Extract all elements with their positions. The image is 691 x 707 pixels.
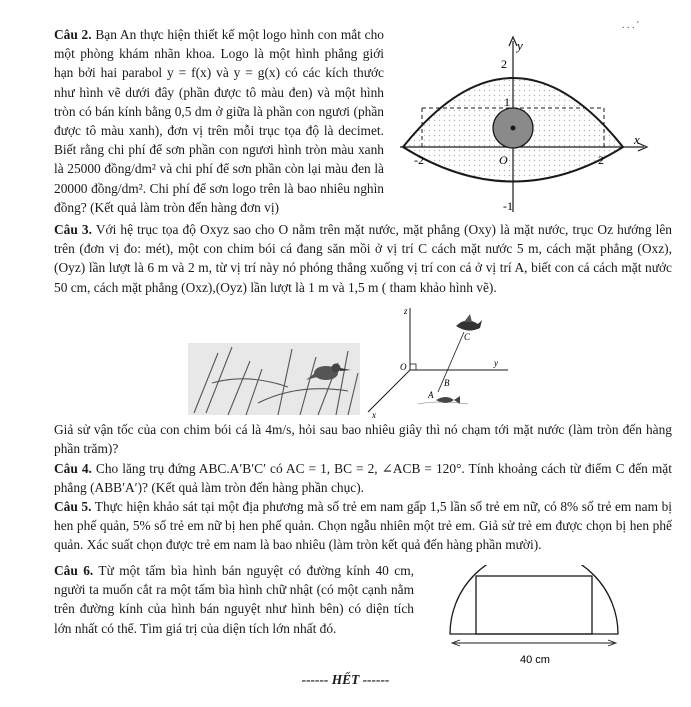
q6-label: Câu 6.	[54, 563, 94, 578]
q2-label: Câu 2.	[54, 27, 92, 42]
z-label: z	[404, 306, 408, 316]
q5-paragraph	[54, 497, 672, 555]
q5-label: Câu 5.	[54, 499, 92, 514]
q3-label: Câu 3.	[54, 222, 92, 237]
q4-text: Cho lăng trụ đứng ABC.A′B′C′ có AC = 1, BC = 2, ∠ACB = 120°. Tính khoảng cách từ điểm C đến mặt phẳng (ABB′A′)? (Kết quả làm tròn đến hàng phần chục).	[54, 461, 672, 496]
dive-line	[438, 332, 464, 392]
inscribed-rectangle	[476, 576, 592, 634]
tick-y2: 2	[501, 57, 507, 71]
x-axis-3d	[368, 370, 410, 412]
oxyz-figure	[358, 300, 523, 420]
y-label: y	[494, 358, 498, 368]
stray-marks: . . . '	[622, 20, 639, 31]
tick-y1: 1	[504, 95, 510, 109]
diameter-label: 40 cm	[520, 654, 550, 665]
kingfisher-photo	[188, 343, 360, 415]
tick-x-neg2: -2	[414, 153, 424, 167]
y-axis-label: y	[517, 38, 523, 53]
semicircle	[450, 565, 618, 634]
q3-after: Giả sử vận tốc của con chim bói cá là 4m/s, hỏi sau bao nhiêu giây thì nó chạm tới mặt nước (làm tròn đến hàng phần trăm)?	[54, 422, 672, 457]
q6-paragraph	[54, 561, 414, 638]
semicircle-figure	[436, 565, 636, 665]
q4-paragraph	[54, 459, 672, 497]
q3-paragraph	[54, 220, 672, 297]
q2-paragraph	[54, 25, 384, 217]
pupil-center	[511, 126, 516, 131]
eye-logo-figure	[400, 14, 680, 229]
end-marker: ------ HẾT ------	[301, 672, 390, 687]
origin-square	[410, 364, 416, 370]
x-axis-label: x	[634, 132, 640, 147]
b-label: B	[444, 378, 450, 388]
q5-text: Thực hiện khảo sát tại một địa phương mà số trẻ em nam gấp 1,5 lần số trẻ em nữ, có 8% số trẻ em nam bị hen phế quản, 5% số trẻ em nữ bị hen phế quản. Chọn ngẫu nhiên một trẻ em. Giả sử trẻ em được chọn bị hen phế quản. Xác suất chọn được trẻ em nam là bao nhiêu (làm tròn kết quả đến hàng phần mười).	[54, 499, 672, 553]
tick-y-neg1: -1	[503, 199, 513, 213]
c-label: C	[464, 332, 471, 342]
o-label: O	[400, 362, 407, 372]
a-label: A	[428, 390, 434, 400]
q6-text: Từ một tấm bìa hình bán nguyệt có đường kính 40 cm, người ta muốn cắt ra một tấm bìa hình chữ nhật (có một cạnh nằm trên đường kính của hình bán nguyệt như hình bên) có diện tích lớn nhất có thể. Tìm giá trị của diện tích lớn nhất đó.	[54, 563, 414, 636]
q3-text: Với hệ trục tọa độ Oxyz sao cho O nằm trên mặt nước, mặt phẳng (Oxy) là mặt nước, trục Oz hướng lên trên (đơn vị đo: mét), một con chim bói cá đang săn mồi ở vị trí C cách mặt nước 5 m, cách mặt phẳng (Oxz),(Oyz) lần lượt là 6 m và 2 m, từ vị trí này nó phóng thẳng xuống vị trí con cá ở vị trí A, biết con cá cách mặt nước 50 cm, cách mặt phẳng (Oxz),(Oyz) lần lượt là 1 m và 1,5 m ( tham khảo hình vẽ).	[54, 222, 673, 295]
tick-origin: O	[499, 153, 508, 167]
q4-label: Câu 4.	[54, 461, 92, 476]
q2-text: Bạn An thực hiện thiết kế một logo hình con mắt cho một phòng khám nhãn khoa. Logo là một hình phẳng giới hạn bởi hai parabol y = f(x) và y = g(x) có các kích thước như hình vẽ dưới đây (phần được tô màu đen) và một hình tròn có bán kính bằng 0,5 dm ở giữa là phần con ngươi (phần được tô màu xanh), đơn vị trên mỗi trục tọa độ là decimet. Biết rằng chi phí để sơn phần con ngươi hình tròn màu xanh là 25000 đồng/dm² và chi phí để sơn phần còn lại màu đen là 20000 đồng/dm². Chi phí để sơn logo trên là bao nhiêu nghìn đồng? (Kết quả làm tròn đến hàng đơn vị)	[54, 27, 384, 215]
x-label: x	[372, 410, 376, 420]
tick-x-2: 2	[598, 153, 604, 167]
